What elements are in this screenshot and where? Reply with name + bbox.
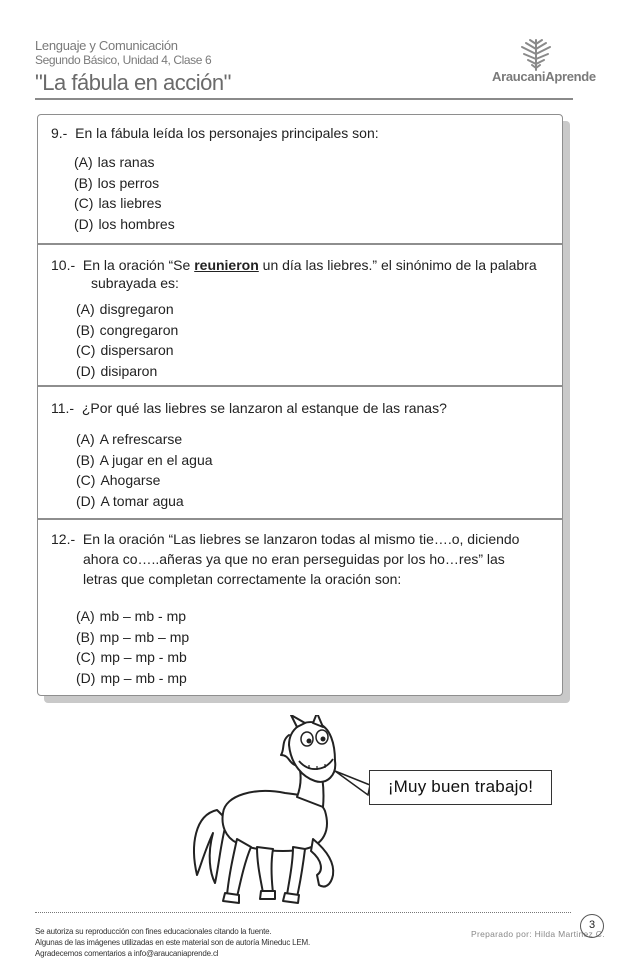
page-title: "La fábula en acción" — [35, 70, 231, 95]
question-number: 11.- — [51, 400, 75, 416]
option-d: (D) los hombres — [74, 216, 175, 232]
page-number: 3 — [580, 914, 604, 938]
question-number: 10.- — [51, 257, 76, 273]
option-b: (B) los perros — [74, 175, 160, 191]
question-stem: 10.- En la oración “Se reunieron un día las liebres.” el sinónimo de la palabra — [51, 257, 537, 273]
option-a: (A) mb – mb - mp — [76, 608, 187, 624]
question-stem — [51, 124, 379, 142]
question-number: 9.- — [51, 125, 68, 141]
question-divider — [38, 385, 562, 387]
snowflake-tree-icon — [512, 38, 560, 72]
option-b: (B) mp – mb – mp — [76, 629, 190, 645]
footer-image-credits: Algunas de las imágenes utilizadas en este material son de autoría Mineduc LEM. — [35, 938, 311, 947]
speech-bubble: ¡Muy buen trabajo! — [369, 770, 552, 805]
question-text: En la fábula leída los personajes principales son: — [75, 125, 379, 141]
question-stem-line3: letras que completan correctamente la oración son: — [83, 571, 402, 587]
option-c: (C) mp – mp - mb — [76, 649, 187, 665]
footer-rule — [35, 912, 571, 913]
question-divider — [38, 243, 562, 245]
footer-license: Se autoriza su reproducción con fines educacionales citando la fuente. — [35, 927, 272, 936]
horse-illustration — [185, 715, 375, 910]
logo-text: AraucaniAprende — [492, 69, 596, 84]
option-d: (D) A tomar agua — [76, 493, 184, 509]
option-b: (B) congregaron — [76, 322, 179, 338]
question-stem-line2: subrayada es: — [91, 275, 179, 291]
option-d: (D) mp – mb - mp — [76, 670, 187, 686]
underlined-keyword: reunieron — [194, 257, 259, 273]
header-rule — [35, 98, 573, 100]
option-c: (C) dispersaron — [76, 342, 174, 358]
option-a: (A) A refrescarse — [76, 431, 183, 447]
option-a: (A) disgregaron — [76, 301, 174, 317]
option-b: (B) A jugar en el agua — [76, 452, 213, 468]
question-number: 12.- — [51, 531, 76, 547]
question-text: ¿Por qué las liebres se lanzaron al estanque de las ranas? — [81, 400, 447, 416]
question-stem-line2: ahora co…..añeras ya que no eran perseguidas por los ho…res” las — [83, 551, 505, 567]
question-stem — [51, 399, 447, 417]
question-stem: 12.- En la oración “Las liebres se lanzaron todas al mismo tie….o, diciendo — [51, 531, 520, 547]
question-divider — [38, 518, 562, 520]
questions-panel — [37, 114, 563, 696]
araucaniaprende-logo — [492, 38, 596, 90]
option-c: (C) Ahogarse — [76, 472, 161, 488]
option-a: (A) las ranas — [74, 154, 155, 170]
subject-label: Lenguaje y Comunicación — [35, 38, 178, 53]
option-d: (D) disiparon — [76, 363, 158, 379]
course-label: Segundo Básico, Unidad 4, Clase 6 — [35, 53, 212, 67]
option-c: (C) las liebres — [74, 195, 162, 211]
footer-contact: Agradecemos comentarios a info@araucaniaprende.cl — [35, 949, 219, 958]
footer-author: Preparado por: Hilda Martinez C. — [471, 929, 605, 939]
